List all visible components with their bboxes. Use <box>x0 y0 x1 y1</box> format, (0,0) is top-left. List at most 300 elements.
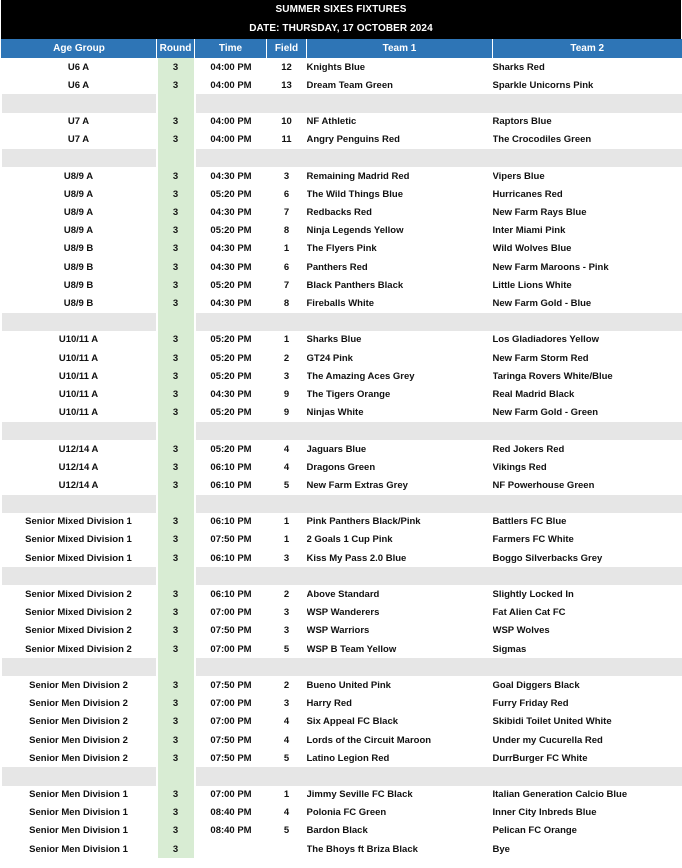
team-1-cell[interactable]: Jaguars Blue <box>306 443 367 455</box>
time-cell[interactable]: 07:00 PM <box>210 716 252 728</box>
col-team-2[interactable]: Team 2 <box>493 39 682 58</box>
sheet-date: DATE: THURSDAY, 17 OCTOBER 2024 <box>249 23 433 34</box>
team-1-cell[interactable]: Above Standard <box>306 589 380 601</box>
separator-cell <box>2 767 157 785</box>
separator-cell <box>2 94 157 112</box>
field-cell[interactable]: 11 <box>281 134 292 146</box>
time-cell[interactable]: 05:20 PM <box>210 279 252 291</box>
team-2-cell[interactable]: Sharks Red <box>492 61 545 73</box>
separator-cell <box>195 422 267 440</box>
team-1-cell[interactable]: Redbacks Red <box>306 207 372 219</box>
col-team-1[interactable]: Team 1 <box>307 39 493 58</box>
time-cell[interactable]: 07:00 PM <box>210 789 252 801</box>
team-2-cell[interactable]: Red Jokers Red <box>492 443 565 455</box>
team-2-cell[interactable]: WSP Wolves <box>492 625 550 637</box>
separator-cell <box>195 767 267 785</box>
round-cell[interactable]: 3 <box>157 349 195 367</box>
field-cell[interactable]: 3 <box>283 170 290 182</box>
time-cell[interactable]: 04:30 PM <box>210 207 252 219</box>
separator-cell <box>157 567 195 585</box>
field-cell[interactable]: 3 <box>283 698 290 710</box>
table-row <box>2 549 682 567</box>
team-2-cell[interactable]: The Crocodiles Green <box>492 134 592 146</box>
separator-cell <box>493 313 682 331</box>
field-cell[interactable]: 7 <box>283 207 290 219</box>
team-1-cell[interactable]: Latino Legion Red <box>306 752 390 764</box>
round-cell[interactable]: 3 <box>157 731 195 749</box>
table-row <box>2 185 682 203</box>
time-cell[interactable]: 07:00 PM <box>210 607 252 619</box>
round-cell[interactable]: 3 <box>157 185 195 203</box>
team-2-cell[interactable]: Bye <box>492 843 510 855</box>
team-2-cell[interactable]: Skibidi Toilet United White <box>492 716 612 728</box>
team-2-cell[interactable]: Fat Alien Cat FC <box>492 607 566 619</box>
table-row <box>2 822 682 840</box>
field-cell[interactable]: 1 <box>283 534 290 546</box>
age-group-cell[interactable]: U7 A <box>67 116 90 128</box>
table-row <box>2 640 682 658</box>
table-row <box>2 622 682 640</box>
table-row <box>2 167 682 185</box>
round-cell[interactable]: 3 <box>157 240 195 258</box>
field-cell[interactable]: 7 <box>283 279 290 291</box>
table-row <box>2 131 682 149</box>
age-group-cell[interactable]: U8/9 B <box>63 279 94 291</box>
age-group-cell[interactable]: U10/11 A <box>58 334 99 346</box>
separator-cell <box>267 149 307 167</box>
table-row <box>2 331 682 349</box>
round-cell[interactable]: 3 <box>157 294 195 312</box>
team-2-cell[interactable]: Battlers FC Blue <box>492 516 567 528</box>
round-cell[interactable]: 3 <box>157 713 195 731</box>
table-row <box>2 731 682 749</box>
time-cell[interactable]: 07:50 PM <box>210 679 252 691</box>
time-cell[interactable]: 07:00 PM <box>210 643 252 655</box>
separator-cell <box>2 495 157 513</box>
header-row <box>2 39 682 58</box>
team-2-cell[interactable]: Little Lions White <box>492 279 572 291</box>
round-cell[interactable]: 3 <box>157 531 195 549</box>
team-2-cell[interactable]: DurrBurger FC White <box>492 752 588 764</box>
time-cell[interactable]: 05:20 PM <box>210 334 252 346</box>
age-group-cell[interactable]: Senior Men Division 1 <box>29 807 128 819</box>
time-cell[interactable]: 04:30 PM <box>210 388 252 400</box>
group-separator <box>2 658 682 676</box>
group-separator <box>2 313 682 331</box>
age-group-cell[interactable]: Senior Men Division 1 <box>29 843 128 855</box>
field-cell[interactable]: 1 <box>283 516 290 528</box>
team-1-cell[interactable]: The Flyers Pink <box>306 243 377 255</box>
age-group-cell[interactable]: U8/9 B <box>63 298 94 310</box>
col-field[interactable]: Field <box>267 39 307 58</box>
age-group-cell[interactable]: Senior Mixed Division 2 <box>25 625 132 637</box>
age-group-cell[interactable]: Senior Mixed Division 1 <box>25 516 132 528</box>
table-row <box>2 531 682 549</box>
round-cell[interactable]: 3 <box>157 585 195 603</box>
round-cell[interactable]: 3 <box>157 76 195 94</box>
time-cell[interactable]: 04:30 PM <box>210 261 252 273</box>
field-cell[interactable]: 3 <box>283 607 290 619</box>
separator-cell <box>195 313 267 331</box>
team-2-cell[interactable]: Raptors Blue <box>492 116 552 128</box>
age-group-cell[interactable]: U10/11 A <box>58 352 99 364</box>
team-1-cell[interactable]: Jimmy Seville FC Black <box>306 789 413 801</box>
team-1-cell[interactable]: WSP Warriors <box>306 625 370 637</box>
field-cell[interactable]: 5 <box>283 479 290 491</box>
field-cell[interactable]: 8 <box>283 225 290 237</box>
age-group-cell[interactable]: Senior Men Division 2 <box>29 698 128 710</box>
field-cell[interactable]: 5 <box>283 752 290 764</box>
field-cell[interactable]: 12 <box>281 61 292 73</box>
team-1-cell[interactable]: Remaining Madrid Red <box>306 170 410 182</box>
round-cell[interactable]: 3 <box>157 331 195 349</box>
time-cell[interactable]: 04:30 PM <box>210 170 252 182</box>
team-1-cell[interactable]: Ninja Legends Yellow <box>306 225 404 237</box>
field-cell[interactable]: 13 <box>281 79 292 91</box>
age-group-cell[interactable]: Senior Men Division 1 <box>29 825 128 837</box>
separator-cell <box>195 495 267 513</box>
team-1-cell[interactable]: New Farm Extras Grey <box>306 479 408 491</box>
round-cell[interactable]: 3 <box>157 131 195 149</box>
round-cell[interactable]: 3 <box>157 676 195 694</box>
time-cell[interactable]: 06:10 PM <box>210 516 252 528</box>
separator-cell <box>493 495 682 513</box>
field-cell[interactable]: 9 <box>283 407 290 419</box>
team-2-cell[interactable]: Boggo Silverbacks Grey <box>492 552 603 564</box>
col-round[interactable]: Round <box>157 39 195 58</box>
age-group-cell[interactable]: Senior Mixed Division 2 <box>25 643 132 655</box>
time-cell[interactable]: 04:00 PM <box>210 116 252 128</box>
table-row <box>2 585 682 603</box>
team-2-cell[interactable]: Wild Wolves Blue <box>492 243 572 255</box>
time-cell[interactable]: 06:10 PM <box>210 552 252 564</box>
age-group-cell[interactable]: U8/9 A <box>63 170 94 182</box>
team-2-cell[interactable]: New Farm Rays Blue <box>492 207 587 219</box>
time-cell[interactable]: 06:10 PM <box>210 589 252 601</box>
time-cell[interactable]: 07:50 PM <box>210 734 252 746</box>
team-1-cell[interactable]: Ninjas White <box>306 407 364 419</box>
team-2-cell[interactable]: Furry Friday Red <box>492 698 569 710</box>
separator-cell <box>307 767 493 785</box>
field-cell[interactable]: 4 <box>283 461 290 473</box>
team-1-cell[interactable]: Pink Panthers Black/Pink <box>306 516 421 528</box>
separator-cell <box>2 422 157 440</box>
separator-cell <box>307 149 493 167</box>
team-1-cell[interactable]: Black Panthers Black <box>306 279 404 291</box>
age-group-cell[interactable]: U10/11 A <box>58 370 99 382</box>
table-row <box>2 440 682 458</box>
separator-cell <box>493 422 682 440</box>
table-row <box>2 58 682 76</box>
table-row <box>2 276 682 294</box>
separator-cell <box>267 495 307 513</box>
time-cell[interactable]: 06:10 PM <box>210 461 252 473</box>
field-cell[interactable]: 9 <box>283 388 290 400</box>
round-cell[interactable]: 3 <box>157 404 195 422</box>
field-cell[interactable]: 4 <box>283 716 290 728</box>
round-cell[interactable]: 3 <box>157 622 195 640</box>
time-cell[interactable]: 08:40 PM <box>210 825 252 837</box>
team-1-cell[interactable]: Knights Blue <box>306 61 366 73</box>
team-2-cell[interactable]: Italian Generation Calcio Blue <box>492 789 628 801</box>
age-group-cell[interactable]: Senior Men Division 2 <box>29 679 128 691</box>
field-cell[interactable]: 10 <box>281 116 292 128</box>
team-2-cell[interactable]: Real Madrid Black <box>492 388 575 400</box>
separator-cell <box>2 313 157 331</box>
separator-cell <box>493 94 682 112</box>
separator-cell <box>267 422 307 440</box>
time-cell[interactable]: 05:20 PM <box>210 370 252 382</box>
separator-cell <box>493 658 682 676</box>
title-band <box>1 0 681 39</box>
age-group-cell[interactable]: Senior Men Division 1 <box>29 789 128 801</box>
team-1-cell[interactable]: WSP Wanderers <box>306 607 380 619</box>
team-1-cell[interactable]: Dream Team Green <box>306 79 393 91</box>
table-row <box>2 695 682 713</box>
age-group-cell[interactable]: Senior Mixed Division 2 <box>25 607 132 619</box>
team-1-cell[interactable]: Bueno United Pink <box>306 679 391 691</box>
separator-cell <box>307 422 493 440</box>
table-row <box>2 367 682 385</box>
table-row <box>2 840 682 858</box>
sheet-title: SUMMER SIXES FIXTURES <box>275 4 407 15</box>
separator-cell <box>267 767 307 785</box>
time-cell[interactable]: 05:20 PM <box>210 188 252 200</box>
age-group-cell[interactable]: U6 A <box>67 61 90 73</box>
team-1-cell[interactable]: Dragons Green <box>306 461 376 473</box>
team-2-cell[interactable]: New Farm Storm Red <box>492 352 589 364</box>
team-1-cell[interactable]: Kiss My Pass 2.0 Blue <box>306 552 407 564</box>
round-cell[interactable]: 3 <box>157 695 195 713</box>
time-cell[interactable]: 05:20 PM <box>210 443 252 455</box>
time-cell[interactable]: 04:30 PM <box>210 298 252 310</box>
round-cell[interactable]: 3 <box>157 513 195 531</box>
field-cell[interactable]: 2 <box>283 352 290 364</box>
round-cell[interactable]: 3 <box>157 549 195 567</box>
field-cell[interactable]: 1 <box>283 243 290 255</box>
team-1-cell[interactable]: The Bhoys ft Briza Black <box>306 843 418 855</box>
separator-cell <box>157 94 195 112</box>
team-2-cell[interactable]: Under my Cucurella Red <box>492 734 603 746</box>
time-cell[interactable]: 07:00 PM <box>210 698 252 710</box>
time-cell[interactable]: 07:50 PM <box>210 625 252 637</box>
age-group-cell[interactable]: Senior Mixed Division 1 <box>25 552 132 564</box>
separator-cell <box>307 567 493 585</box>
age-group-cell[interactable]: Senior Men Division 2 <box>29 716 128 728</box>
age-group-cell[interactable]: U12/14 A <box>58 479 99 491</box>
team-2-cell[interactable]: Sparkle Unicorns Pink <box>492 79 594 91</box>
round-cell[interactable]: 3 <box>157 604 195 622</box>
separator-cell <box>2 567 157 585</box>
team-2-cell[interactable]: New Farm Gold - Blue <box>492 298 592 310</box>
col-time[interactable]: Time <box>195 39 267 58</box>
time-cell[interactable]: 05:20 PM <box>210 352 252 364</box>
group-separator <box>2 94 682 112</box>
table-row <box>2 113 682 131</box>
time-cell[interactable]: 07:50 PM <box>210 534 252 546</box>
field-cell[interactable]: 5 <box>283 643 290 655</box>
team-1-cell[interactable]: Sharks Blue <box>306 334 362 346</box>
age-group-cell[interactable]: U7 A <box>67 134 90 146</box>
time-cell[interactable]: 04:00 PM <box>210 79 252 91</box>
team-2-cell[interactable]: Pelican FC Orange <box>492 825 577 837</box>
separator-cell <box>157 767 195 785</box>
team-1-cell[interactable]: Panthers Red <box>306 261 368 273</box>
team-1-cell[interactable]: Bardon Black <box>306 825 368 837</box>
table-row <box>2 385 682 403</box>
age-group-cell[interactable]: U8/9 A <box>63 207 94 219</box>
field-cell[interactable]: 8 <box>283 298 290 310</box>
round-cell[interactable]: 3 <box>157 440 195 458</box>
team-1-cell[interactable]: WSP B Team Yellow <box>306 643 397 655</box>
table-row <box>2 476 682 494</box>
team-1-cell[interactable]: NF Athletic <box>306 116 357 128</box>
round-cell[interactable]: 3 <box>157 804 195 822</box>
field-cell[interactable]: 3 <box>283 552 290 564</box>
team-2-cell[interactable]: New Farm Gold - Green <box>492 407 599 419</box>
field-cell[interactable]: 1 <box>283 334 290 346</box>
separator-cell <box>307 313 493 331</box>
team-2-cell[interactable]: Goal Diggers Black <box>492 679 580 691</box>
round-cell[interactable]: 3 <box>157 476 195 494</box>
field-cell[interactable]: 4 <box>283 734 290 746</box>
group-separator <box>2 767 682 785</box>
separator-cell <box>157 495 195 513</box>
field-cell[interactable]: 1 <box>283 789 290 801</box>
team-1-cell[interactable]: The Tigers Orange <box>306 388 391 400</box>
team-2-cell[interactable]: Farmers FC White <box>492 534 574 546</box>
table-row <box>2 349 682 367</box>
time-cell[interactable]: 04:00 PM <box>210 61 252 73</box>
field-cell[interactable]: 4 <box>283 443 290 455</box>
time-cell[interactable]: 04:00 PM <box>210 134 252 146</box>
group-separator <box>2 567 682 585</box>
separator-cell <box>493 149 682 167</box>
field-cell[interactable] <box>267 840 307 858</box>
table-row <box>2 604 682 622</box>
team-1-cell[interactable]: Fireballs White <box>306 298 375 310</box>
time-cell[interactable]: 05:20 PM <box>210 407 252 419</box>
round-cell[interactable]: 3 <box>157 385 195 403</box>
time-cell[interactable] <box>195 840 267 858</box>
round-cell[interactable]: 3 <box>157 204 195 222</box>
separator-cell <box>195 658 267 676</box>
team-2-cell[interactable]: New Farm Maroons - Pink <box>492 261 609 273</box>
age-group-cell[interactable]: Senior Men Division 2 <box>29 734 128 746</box>
team-2-cell[interactable]: Vipers Blue <box>492 170 545 182</box>
table-row <box>2 804 682 822</box>
separator-cell <box>157 313 195 331</box>
round-cell[interactable]: 3 <box>157 458 195 476</box>
age-group-cell[interactable]: U12/14 A <box>58 443 99 455</box>
table-row <box>2 204 682 222</box>
round-cell[interactable]: 3 <box>157 113 195 131</box>
team-2-cell[interactable]: Sigmas <box>492 643 527 655</box>
team-1-cell[interactable]: Harry Red <box>306 698 352 710</box>
field-cell[interactable]: 3 <box>283 370 290 382</box>
separator-cell <box>307 495 493 513</box>
field-cell[interactable]: 5 <box>283 825 290 837</box>
age-group-cell[interactable]: U8/9 A <box>63 225 94 237</box>
team-2-cell[interactable]: Vikings Red <box>492 461 547 473</box>
round-cell[interactable]: 3 <box>157 822 195 840</box>
age-group-cell[interactable]: Senior Mixed Division 1 <box>25 534 132 546</box>
group-separator <box>2 149 682 167</box>
team-1-cell[interactable]: Six Appeal FC Black <box>306 716 399 728</box>
separator-cell <box>307 658 493 676</box>
field-cell[interactable]: 4 <box>283 807 290 819</box>
time-cell[interactable]: 07:50 PM <box>210 752 252 764</box>
table-row <box>2 222 682 240</box>
field-cell[interactable]: 2 <box>283 589 290 601</box>
separator-cell <box>195 94 267 112</box>
round-cell[interactable]: 3 <box>157 640 195 658</box>
age-group-cell[interactable]: U12/14 A <box>58 461 99 473</box>
table-row <box>2 676 682 694</box>
time-cell[interactable]: 06:10 PM <box>210 479 252 491</box>
round-cell[interactable]: 3 <box>157 367 195 385</box>
team-1-cell[interactable]: 2 Goals 1 Cup Pink <box>306 534 393 546</box>
team-1-cell[interactable]: Polonia FC Green <box>306 807 387 819</box>
age-group-cell[interactable]: U6 A <box>67 79 90 91</box>
separator-cell <box>267 567 307 585</box>
round-cell[interactable]: 3 <box>157 786 195 804</box>
team-2-cell[interactable]: Los Gladiadores Yellow <box>492 334 599 346</box>
age-group-cell[interactable]: Senior Mixed Division 2 <box>25 589 132 601</box>
separator-cell <box>2 149 157 167</box>
round-cell[interactable]: 3 <box>157 58 195 76</box>
age-group-cell[interactable]: U10/11 A <box>58 407 99 419</box>
time-cell[interactable]: 05:20 PM <box>210 225 252 237</box>
table-row <box>2 76 682 94</box>
round-cell[interactable]: 3 <box>157 258 195 276</box>
col-age-group[interactable]: Age Group <box>2 39 157 58</box>
separator-cell <box>267 658 307 676</box>
round-cell[interactable]: 3 <box>157 749 195 767</box>
table-row <box>2 258 682 276</box>
round-cell[interactable]: 3 <box>157 276 195 294</box>
age-group-cell[interactable]: U10/11 A <box>58 388 99 400</box>
team-2-cell[interactable]: Inner City Inbreds Blue <box>492 807 597 819</box>
team-2-cell[interactable]: Slightly Locked In <box>492 589 574 601</box>
field-cell[interactable]: 2 <box>283 679 290 691</box>
field-cell[interactable]: 3 <box>283 625 290 637</box>
separator-cell <box>195 567 267 585</box>
round-cell[interactable]: 3 <box>157 167 195 185</box>
age-group-cell[interactable]: U8/9 A <box>63 188 94 200</box>
field-cell[interactable]: 6 <box>283 261 290 273</box>
team-2-cell[interactable]: Taringa Rovers White/Blue <box>492 370 613 382</box>
team-1-cell[interactable]: GT24 Pink <box>306 352 353 364</box>
age-group-cell[interactable]: Senior Men Division 2 <box>29 752 128 764</box>
team-2-cell[interactable]: NF Powerhouse Green <box>492 479 595 491</box>
team-1-cell[interactable]: Lords of the Circuit Maroon <box>306 734 432 746</box>
round-cell[interactable]: 3 <box>157 840 195 858</box>
age-group-cell[interactable]: U8/9 B <box>63 243 94 255</box>
team-1-cell[interactable]: The Amazing Aces Grey <box>306 370 415 382</box>
team-2-cell[interactable]: Inter Miami Pink <box>492 225 566 237</box>
age-group-cell[interactable]: U8/9 B <box>63 261 94 273</box>
team-2-cell[interactable]: Hurricanes Red <box>492 188 563 200</box>
time-cell[interactable]: 04:30 PM <box>210 243 252 255</box>
round-cell[interactable]: 3 <box>157 222 195 240</box>
separator-cell <box>157 422 195 440</box>
team-1-cell[interactable]: The Wild Things Blue <box>306 188 403 200</box>
team-1-cell[interactable]: Angry Penguins Red <box>306 134 400 146</box>
separator-cell <box>493 767 682 785</box>
time-cell[interactable]: 08:40 PM <box>210 807 252 819</box>
field-cell[interactable]: 6 <box>283 188 290 200</box>
